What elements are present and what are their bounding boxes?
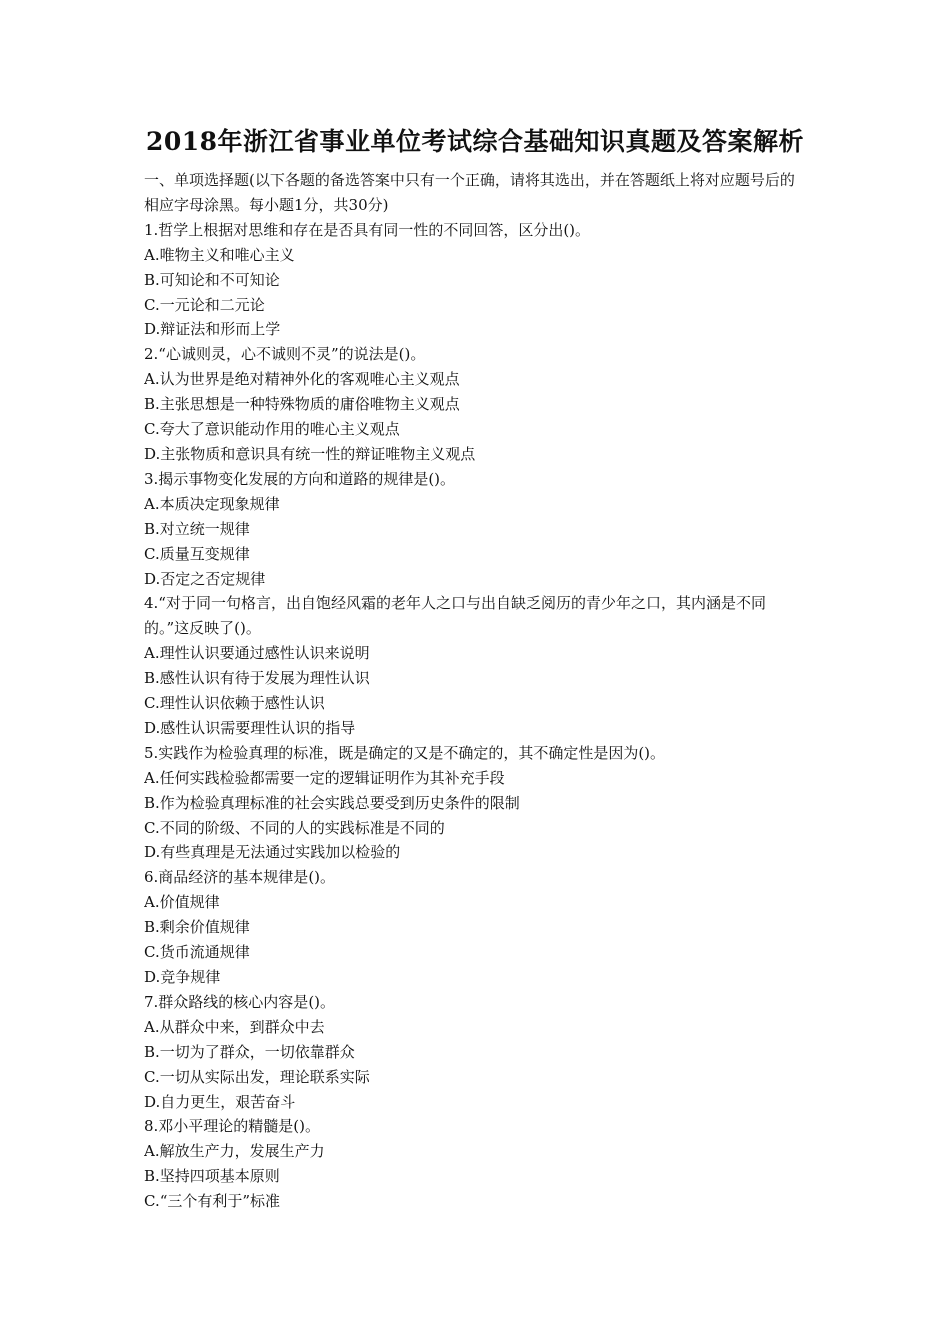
question-option: D.自力更生，艰苦奋斗 [144, 1092, 296, 1111]
question-option: C.一元论和二元论 [144, 295, 265, 314]
question-stem: 4.“对于同一句格言，出自饱经风霜的老年人之口与出自缺乏阅历的青少年之口，其内涵是不同的。”这反映了()。 [144, 594, 766, 638]
question-option: B.坚持四项基本原则 [144, 1167, 280, 1186]
question-8 [144, 1114, 808, 1214]
question-option: A.从群众中来，到群众中去 [144, 1017, 325, 1036]
question-option: A.唯物主义和唯心主义 [144, 245, 295, 264]
section-heading: 一、单项选择题(以下各题的备选答案中只有一个正确，请将其选出，并在答题纸上将对应题号后的相应字母涂黑。每小题1分，共30分) [144, 171, 795, 214]
question-option: A.解放生产力，发展生产力 [144, 1142, 325, 1161]
question-option: D.辩证法和形而上学 [144, 320, 281, 339]
question-stem: 6.商品经济的基本规律是()。 [144, 868, 336, 887]
question-option: A.本质决定现象规律 [144, 494, 280, 513]
question-stem: 8.邓小平理论的精髓是()。 [144, 1117, 321, 1136]
question-option: B.剩余价值规律 [144, 918, 250, 937]
question-option: C.不同的阶级、不同的人的实践标准是不同的 [144, 818, 445, 837]
question-option: A.价值规律 [144, 893, 220, 912]
document-body [144, 168, 808, 1214]
document-title: 2018年浙江省事业单位考试综合基础知识真题及答案解析 [145, 127, 805, 156]
question-option: C.质量互变规律 [144, 544, 250, 563]
question-1 [144, 218, 808, 343]
question-option: A.理性认识要通过感性认识来说明 [144, 644, 370, 663]
question-option: D.有些真理是无法通过实践加以检验的 [144, 843, 401, 862]
question-option: D.感性认识需要理性认识的指导 [144, 718, 356, 737]
question-option: D.否定之否定规律 [144, 569, 266, 588]
question-stem: 3.揭示事物变化发展的方向和道路的规律是()。 [144, 469, 456, 488]
question-option: D.竞争规律 [144, 968, 221, 986]
question-option: B.感性认识有待于发展为理性认识 [144, 669, 370, 688]
question-option: B.一切为了群众，一切依靠群众 [144, 1042, 355, 1061]
question-option: B.主张思想是一种特殊物质的庸俗唯物主义观点 [144, 395, 460, 414]
question-option: C.“三个有利于”标准 [144, 1192, 281, 1211]
question-option: B.对立统一规律 [144, 519, 250, 538]
question-option: A.任何实践检验都需要一定的逻辑证明作为其补充手段 [144, 768, 505, 787]
question-option: C.夸大了意识能动作用的唯心主义观点 [144, 420, 400, 439]
question-option: C.一切从实际出发，理论联系实际 [144, 1067, 370, 1086]
question-stem: 1.哲学上根据对思维和存在是否具有同一性的不同回答，区分出()。 [144, 220, 591, 239]
question-4 [144, 591, 808, 740]
question-2 [144, 342, 808, 467]
question-option: C.理性认识依赖于感性认识 [144, 694, 325, 713]
question-option: B.作为检验真理标准的社会实践总要受到历史条件的限制 [144, 793, 520, 812]
question-3 [144, 467, 808, 592]
question-7 [144, 990, 808, 1115]
question-option: B.可知论和不可知论 [144, 270, 280, 289]
question-stem: 7.群众路线的核心内容是()。 [144, 992, 336, 1011]
question-option: A.认为世界是绝对精神外化的客观唯心主义观点 [144, 370, 460, 389]
question-stem: 2.“心诚则灵，心不诚则不灵”的说法是()。 [144, 345, 426, 364]
question-5 [144, 741, 808, 866]
question-option: D.主张物质和意识具有统一性的辩证唯物主义观点 [144, 444, 476, 463]
question-option: C.货币流通规律 [144, 943, 250, 962]
question-6 [144, 865, 808, 990]
question-stem: 5.实践作为检验真理的标准，既是确定的又是不确定的，其不确定性是因为()。 [144, 743, 666, 762]
